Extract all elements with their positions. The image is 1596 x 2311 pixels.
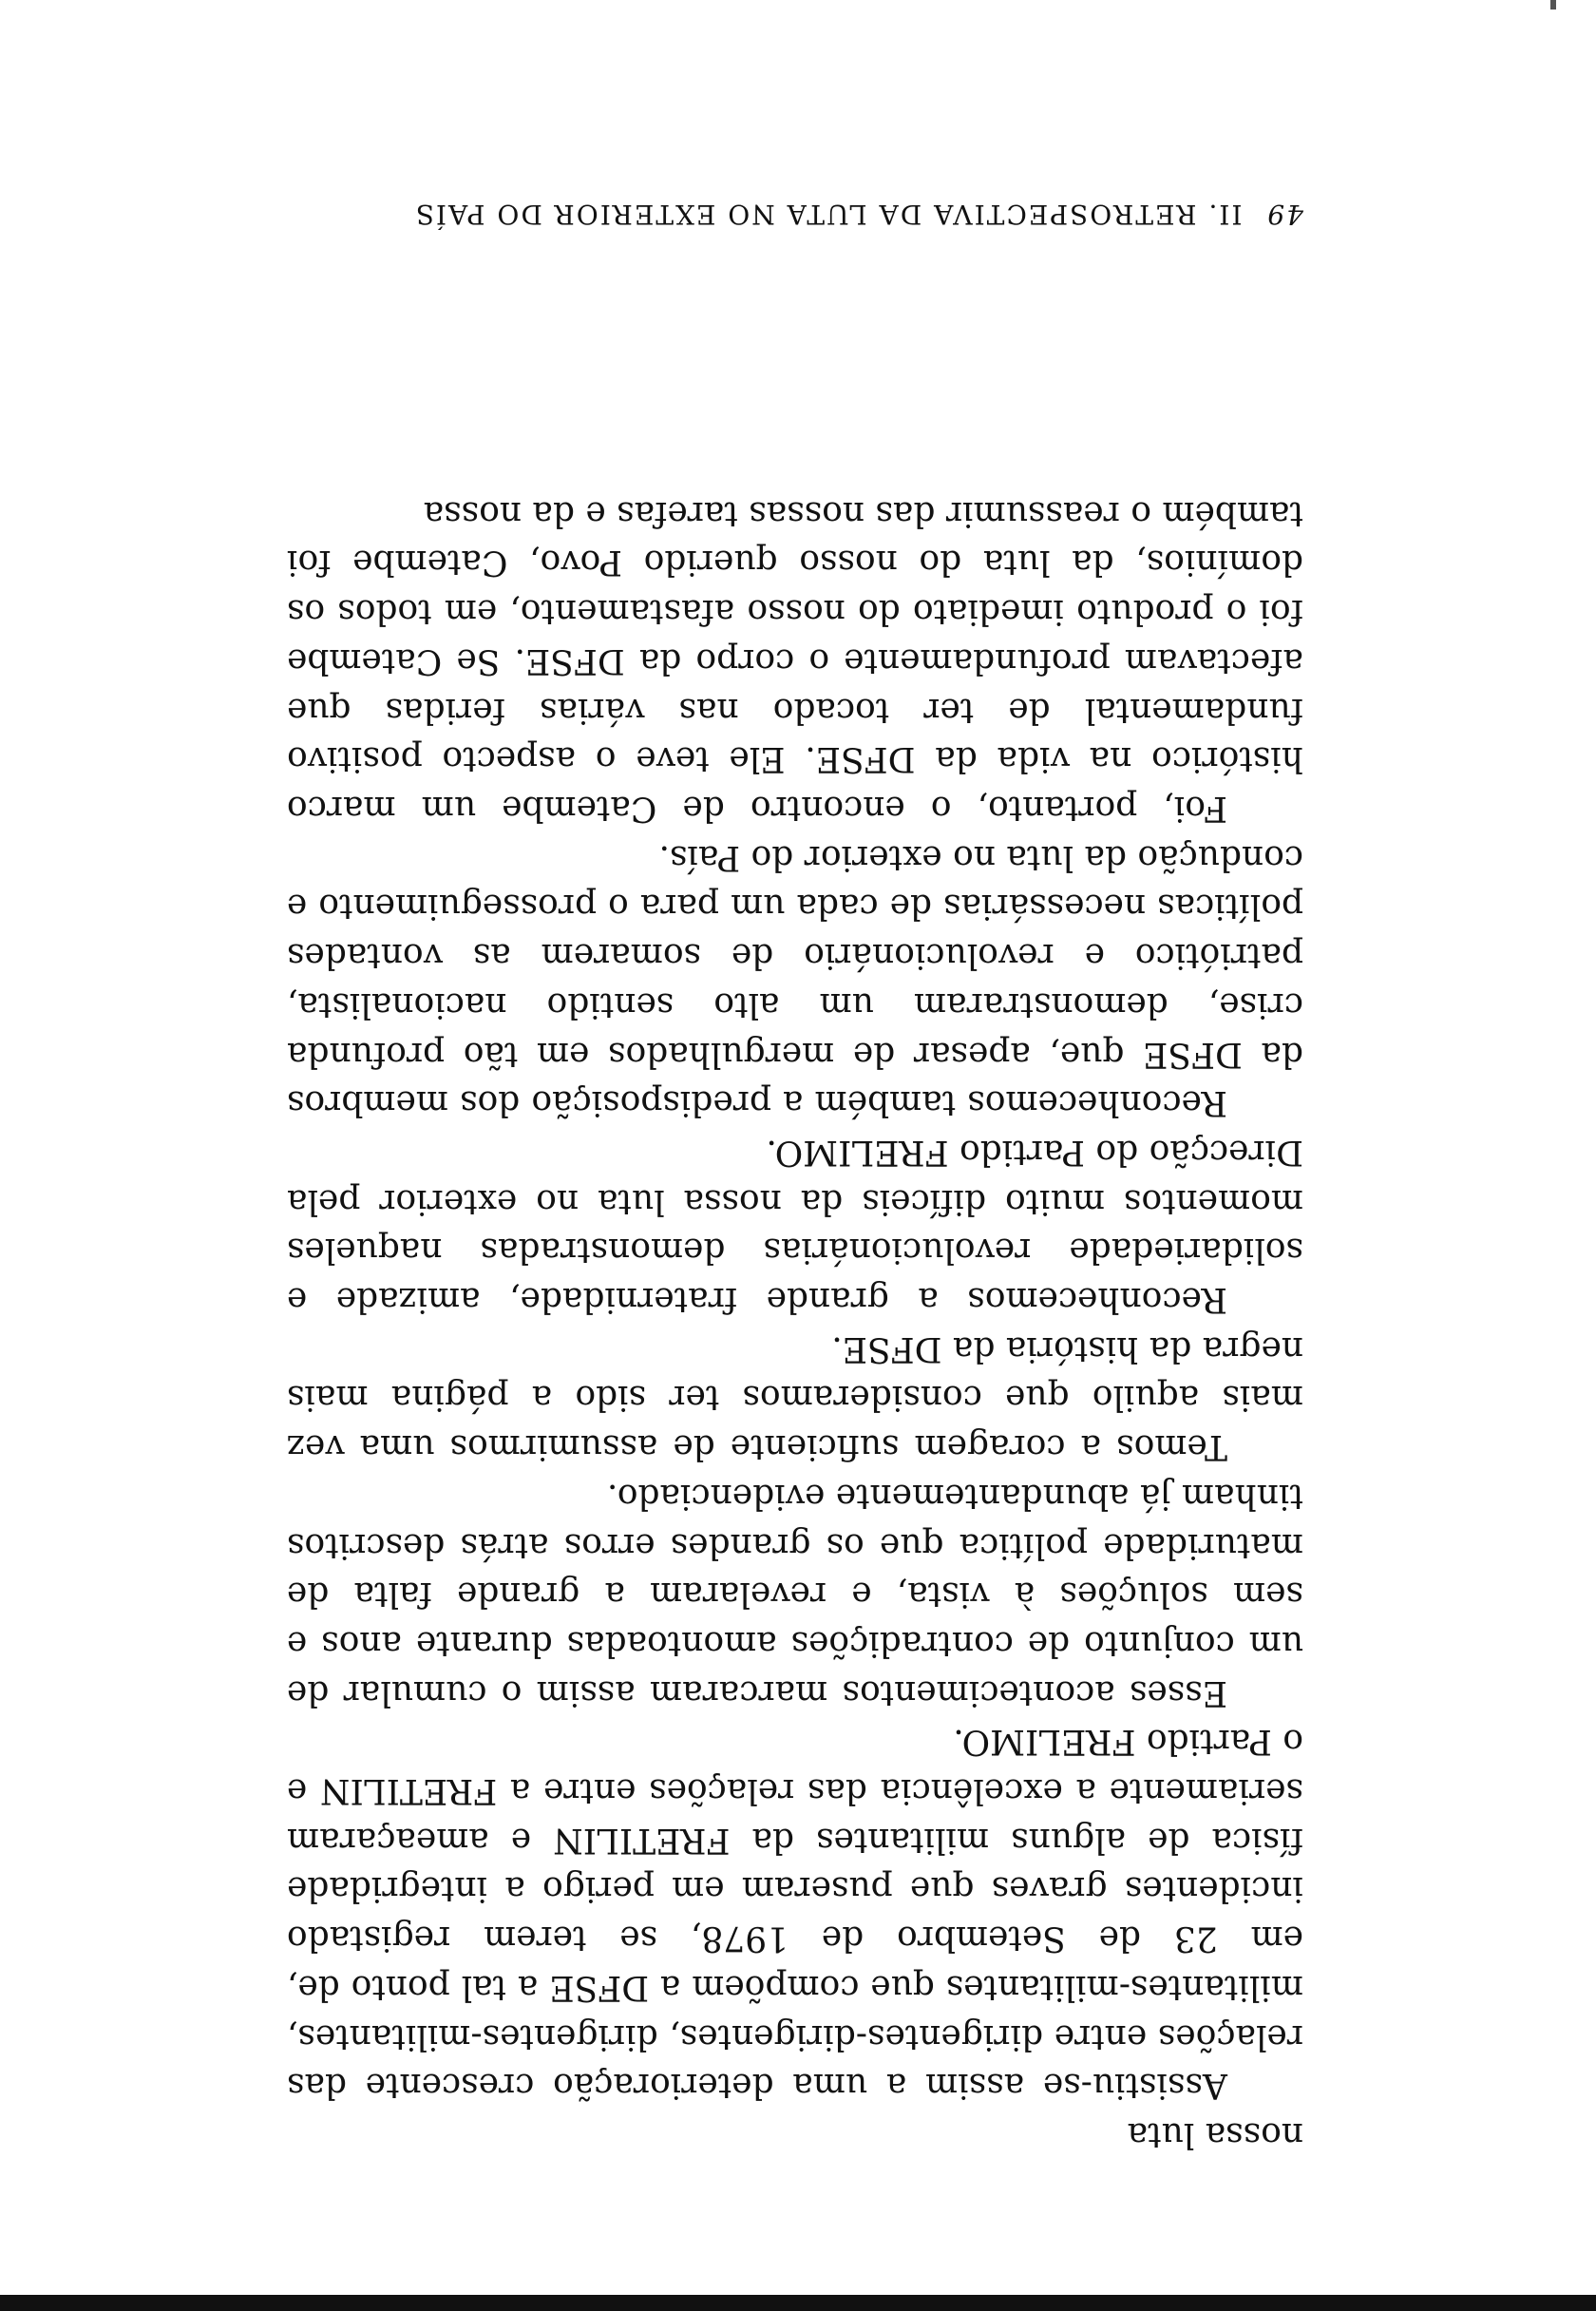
- running-head: [287, 199, 1303, 230]
- paragraph-3: Temos a coragem suficiente de assumirmos uma vez mais aquilo que consideramos ter sido a página mais negra da história da DFSE.: [287, 1328, 1303, 1467]
- continuation-line: nossa luta: [1127, 2115, 1303, 2154]
- paragraph-1: Assistiu-se assim a uma deterioração crescente das relações entre dirigentes-dirigentes, dirigentes-militantes, militantes-militantes que compõem a DFSE a tal ponto de, em 23 de Setembro de 1978, se terem registado incidentes graves que puseram em perigo a integridade física de alguns militantes da FRETILIN e ameaçaram seriamente a excelência das relações entre a FRETILIN e o Partido FRELIMO.: [287, 1722, 1303, 2106]
- paragraph-2: Esses acontecimentos marcaram assim o cumular de um conjunto de contradições amontoadas durante anos e sem soluções à vista, e revelaram a grande falta de maturidade política que os grandes erros atrás descritos tinham já abundantemente evidenciado.: [287, 1476, 1303, 1712]
- text-column: [287, 488, 1303, 2159]
- paragraph-4: Reconhecemos a grande fraternidade, amizade e solidariedade revolucionárias demonstradas naqueles momentos muito difíceis da nossa luta no exterior pela Direcção do Partido FRELIMO.: [287, 1132, 1303, 1320]
- paragraph-5: Reconhecemos também a predisposição dos membros da DFSE que, apesar de mergulhados em tão profunda crise, demonstraram um alto sentido nacionalista, patriótico e revolucionário de somarem as vontades políticas necessárias de cada um para o prosseguimento e condução da luta no exterior do País.: [287, 837, 1303, 1123]
- running-head-title: II. RETROSPECTIVA DA LUTA NO EXTERIOR DO PAÍS: [413, 199, 1243, 230]
- scan-bottom-edge: [0, 2295, 1596, 2311]
- page-number: 49: [1265, 199, 1303, 230]
- paragraph-6: Foi, portanto, o encontro de Catembe um marco histórico na vida da DFSE. Ele teve o aspecto positivo fundamental de ter tocado nas várias feridas que afectavam profundamente o corpo da DFSE. Se Catembe foi o produto imediato do nosso afastamento, em todos os domínios, da luta do nosso querido Povo, Catembe foi também o reassumir das nossas tarefas e da nossa: [287, 493, 1303, 829]
